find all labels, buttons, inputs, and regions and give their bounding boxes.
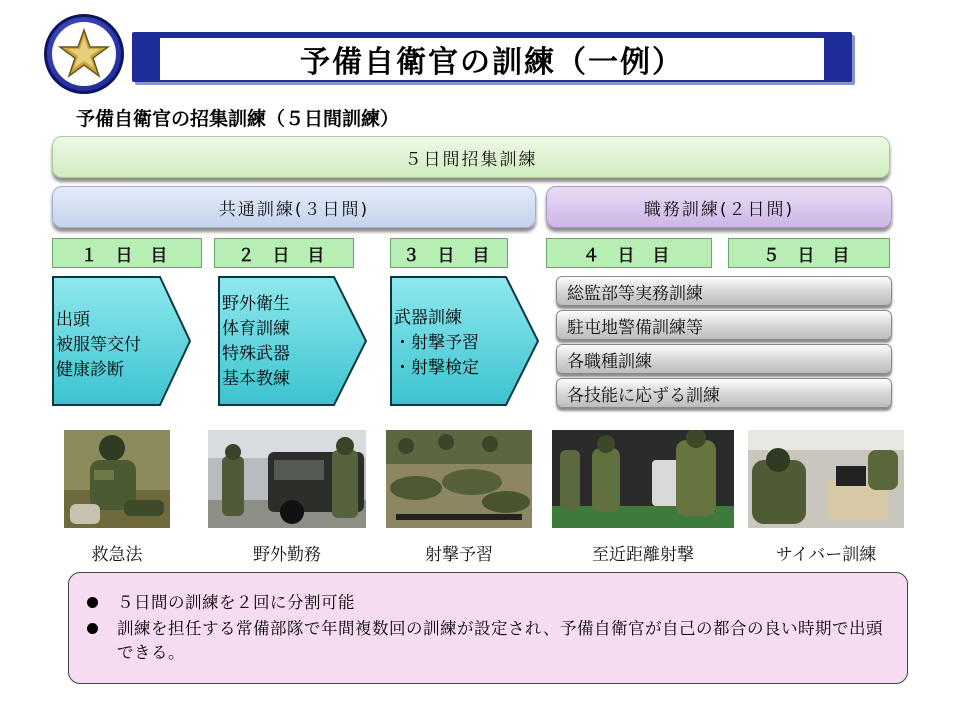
activity-line: ・射撃予習: [394, 333, 479, 353]
photo-caption: 野外勤務: [253, 545, 321, 565]
notes-box: [68, 572, 908, 684]
bullet-icon: [87, 617, 117, 665]
activity-line: 出頭: [56, 310, 90, 330]
photo-first-aid: [64, 430, 170, 528]
day-4-label: ４ 日 目: [546, 238, 712, 268]
activity-line: ・射撃検定: [394, 358, 479, 378]
section-subtitle: 予備自衛官の招集訓練（５日間訓練）: [76, 108, 400, 130]
note-text: ５日間の訓練を２回に分割可能: [117, 593, 355, 612]
photo-caption: 救急法: [91, 545, 143, 565]
day-5-label: ５ 日 目: [728, 238, 890, 268]
activity-line: 野外衛生: [222, 294, 290, 314]
activity-line: 基本教練: [222, 369, 290, 389]
activity-line: 健康診断: [56, 360, 124, 380]
photo-caption: サイバー訓練: [775, 545, 877, 565]
photo-cyber-training: [748, 430, 904, 528]
activity-line: 武器訓練: [394, 308, 462, 328]
activity-line: 特殊武器: [222, 344, 290, 364]
photo-shooting-practice: [386, 430, 532, 528]
duty-training-band: 職務訓練(２日間): [546, 186, 892, 228]
photo-caption: 射撃予習: [425, 545, 493, 565]
common-training-band: 共通訓練(３日間): [52, 186, 536, 228]
jsdf-emblem-icon: [44, 14, 124, 94]
photo-close-range-shooting: [552, 430, 734, 528]
note-item: [87, 591, 891, 615]
note-item: [87, 617, 891, 665]
day-1-label: １ 日 目: [52, 238, 202, 268]
bullet-icon: [87, 591, 117, 615]
day-2-label: ２ 日 目: [214, 238, 354, 268]
five-day-training-band: ５日間招集訓練: [52, 136, 890, 178]
duty-item: 各職種訓練: [556, 344, 892, 374]
activity-line: 被服等交付: [56, 335, 141, 355]
day-1-activities: [52, 276, 192, 406]
activity-line: 体育訓練: [222, 319, 290, 339]
day-3-label: ３ 日 目: [390, 238, 508, 268]
duty-item: 駐屯地警備訓練等: [556, 310, 892, 340]
duty-item: 総監部等実務訓練: [556, 276, 892, 306]
note-text: 訓練を担任する常備部隊で年間複数回の訓練が設定され、予備自衛官が自己の都合の良い時期で出頭できる。: [117, 619, 883, 662]
day-2-activities: [218, 276, 368, 406]
duty-item: 各技能に応ずる訓練: [556, 378, 892, 408]
photo-field-duty: [208, 430, 366, 528]
photo-caption: 至近距離射撃: [592, 545, 694, 565]
page-title: 予備自衛官の訓練（一例）: [160, 38, 824, 80]
day-3-activities: [390, 276, 540, 406]
